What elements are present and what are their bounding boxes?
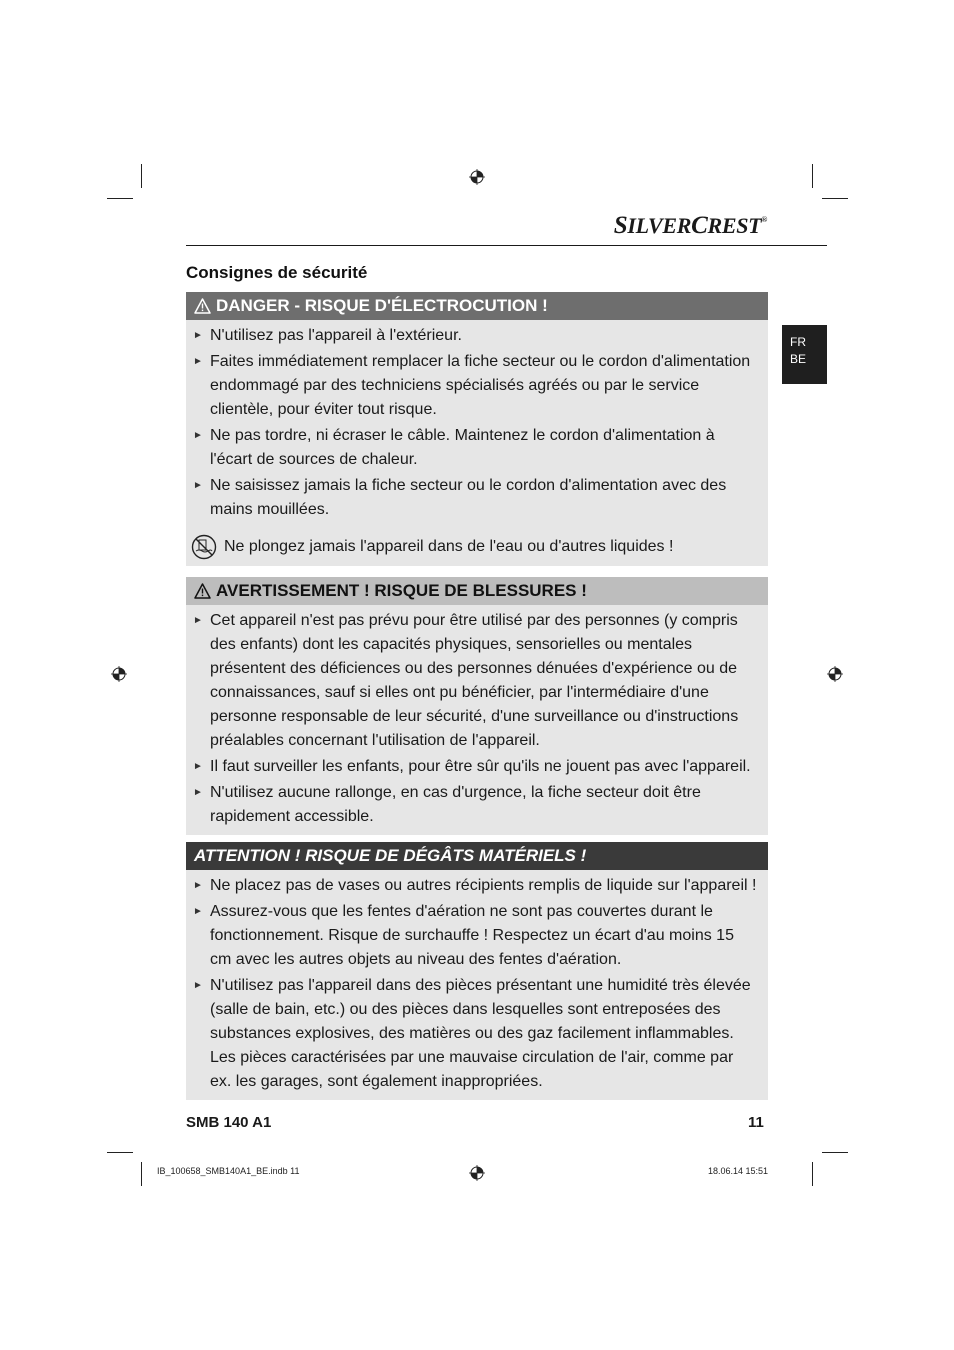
crop-mark	[822, 198, 848, 199]
registration-mark-icon	[469, 169, 485, 185]
crop-mark	[107, 1152, 133, 1153]
language-code-fr: FR	[790, 335, 806, 349]
header-divider	[186, 245, 827, 246]
crop-mark	[141, 164, 142, 188]
list-item: ► N'utilisez aucune rallonge, en cas d'urgence, la fiche secteur doit être rapidement accessible.	[186, 781, 758, 829]
no-immersion-icon	[190, 534, 218, 560]
bullet-arrow-icon: ►	[193, 761, 203, 772]
list-item: ► Ne pas tordre, ni écraser le câble. Maintenez le cordon d'alimentation à l'écart de sources de chaleur.	[186, 424, 758, 472]
page-number: 11	[748, 1114, 764, 1131]
bullet-arrow-icon: ►	[193, 787, 203, 798]
brand-logo: SILVERCREST®	[613, 212, 767, 239]
bullet-arrow-icon: ►	[193, 906, 203, 917]
bullet-arrow-icon: ►	[193, 356, 203, 367]
registration-mark-icon	[469, 1165, 485, 1181]
danger-box-header	[186, 292, 768, 320]
model-number: SMB 140 A1	[186, 1114, 272, 1131]
immersion-note	[186, 528, 768, 566]
attention-box-title: ATTENTION ! RISQUE DE DÉGÂTS MATÉRIELS !	[194, 846, 587, 865]
crop-mark	[812, 164, 813, 188]
immersion-note-text: Ne plongez jamais l'appareil dans de l'eau ou d'autres liquides !	[224, 538, 674, 555]
language-code-be: BE	[790, 352, 807, 366]
warning-list	[186, 605, 768, 835]
attention-list	[186, 870, 768, 1100]
print-slug-file: IB_100658_SMB140A1_BE.indb 11	[157, 1166, 300, 1176]
list-item: ► Cet appareil n'est pas prévu pour être utilisé par des personnes (y compris des enfants) dont les capacités physiques, sensorielles ou mentales présentent des déficiences ou des personnes dénuées d'expérience ou de connaissances, sauf si elles ont pu bénéficier, par l'intermédiaire d'une personne responsable de leur sécurité, d'une surveillance ou d'instructions préalables concernant l'utilisation de l'appareil.	[186, 609, 758, 753]
crop-mark	[812, 1162, 813, 1186]
language-tab	[782, 325, 827, 384]
bullet-arrow-icon: ►	[193, 430, 203, 441]
print-slug-date: 18.06.14 15:51	[708, 1166, 769, 1176]
attention-box	[186, 842, 768, 1100]
list-item: ► Assurez-vous que les fentes d'aération ne sont pas couvertes durant le fonctionnement. Risque de surchauffe ! Respectez un écart d'au moins 15 cm avec les autres objets au niveau des fentes d'aération.	[186, 900, 758, 972]
crop-mark	[822, 1152, 848, 1153]
danger-box	[186, 292, 768, 566]
warning-box-header	[186, 577, 768, 605]
list-item: ► Ne saisissez jamais la fiche secteur ou le cordon d'alimentation avec des mains mouillées.	[186, 474, 758, 522]
list-item: ► Il faut surveiller les enfants, pour être sûr qu'ils ne jouent pas avec l'appareil.	[186, 755, 758, 779]
attention-box-header	[186, 842, 768, 870]
warning-triangle-icon	[194, 298, 211, 314]
danger-box-title: DANGER - RISQUE D'ÉLECTROCUTION !	[216, 296, 548, 315]
registration-mark-icon	[827, 666, 843, 682]
crop-mark	[107, 198, 133, 199]
bullet-arrow-icon: ►	[193, 480, 203, 491]
warning-triangle-icon	[194, 583, 211, 599]
bullet-arrow-icon: ►	[193, 330, 203, 341]
list-item: ► Faites immédiatement remplacer la fiche secteur ou le cordon d'alimentation endommagé par des techniciens spécialisés agréés ou par le service clientèle, pour éviter tout risque.	[186, 350, 758, 422]
list-item: ► Ne placez pas de vases ou autres récipients remplis de liquide sur l'appareil !	[186, 874, 758, 898]
warning-box-title: AVERTISSEMENT ! RISQUE DE BLESSURES !	[216, 581, 587, 600]
bullet-arrow-icon: ►	[193, 880, 203, 891]
bullet-arrow-icon: ►	[193, 615, 203, 626]
bullet-arrow-icon: ►	[193, 980, 203, 991]
section-title: Consignes de sécurité	[186, 263, 368, 282]
registration-mark-icon	[111, 666, 127, 682]
list-item: ► N'utilisez pas l'appareil à l'extérieur.	[186, 324, 758, 348]
list-item: ► N'utilisez pas l'appareil dans des pièces présentant une humidité très élevée (salle de bain, etc.) ou des pièces dans lesquelles sont entreposées des substances explosives, des matières ou des gaz facilement inflammables. Les pièces caractérisées par une mauvaise circulation de l'air, comme par ex. les garages, sont également inappropriées.	[186, 974, 758, 1094]
danger-list	[186, 320, 768, 528]
crop-mark	[141, 1162, 142, 1186]
warning-box	[186, 577, 768, 835]
